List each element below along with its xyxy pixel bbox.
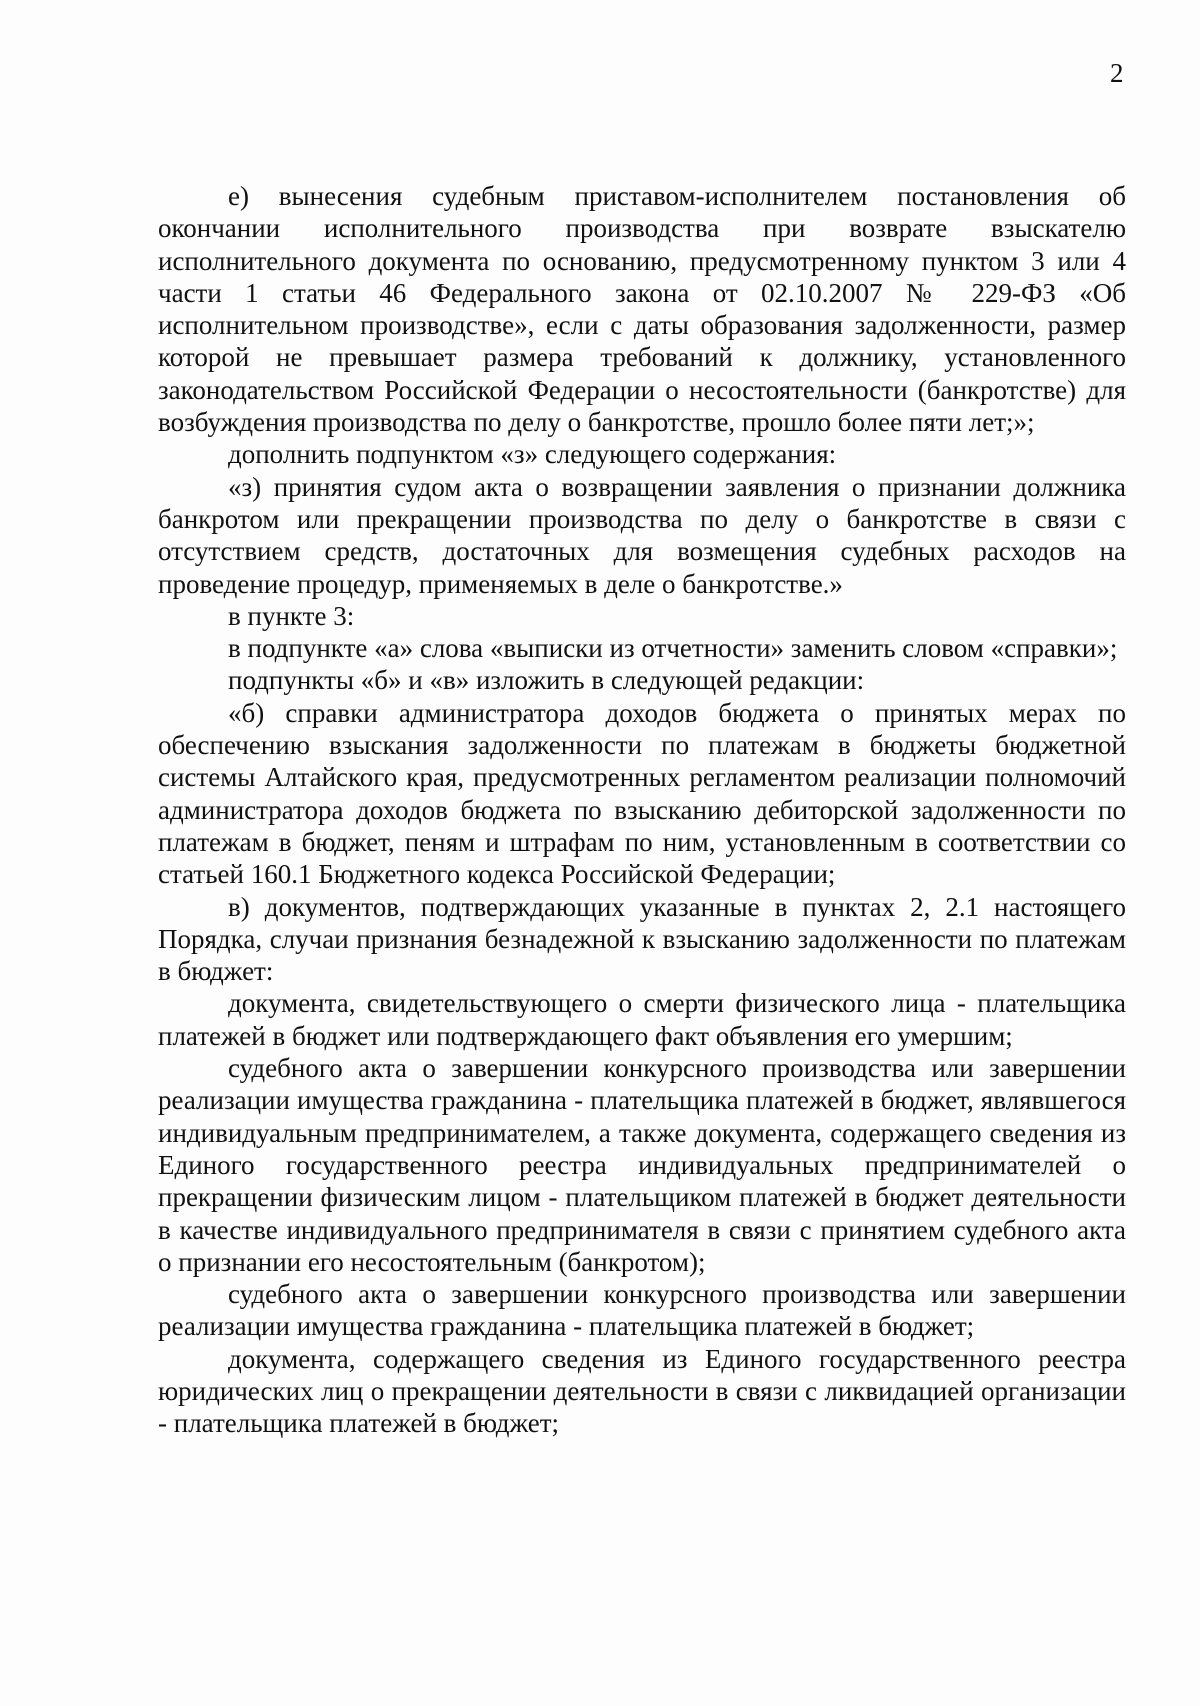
paragraph-legal-entity-liquidation: документа, содержащего сведения из Единого государственного реестра юридических лиц о прекращении деятельности в связи с ликвидацией организации - плательщика платежей в бюджет; — [158, 1343, 1126, 1439]
paragraph-death-document: документа, свидетельствующего о смерти физического лица - плательщика платежей в бюджет или подтверждающего факт объявления его умершим; — [158, 988, 1126, 1051]
paragraph-subitems-b-v: подпункты «б» и «в» изложить в следующей редакции: — [228, 665, 865, 696]
document-body — [158, 180, 1126, 1440]
paragraph-subitem-e: е) вынесения судебным приставом-исполнителем постановления об окончании исполнительного производства при возврате взыскателю исполнительного документа по основанию, предусмотренному пунктом 3 или 4 части 1 статьи 46 Федерального закона от 02.10.2007 № 229-ФЗ «Об исполнительном производстве», если с даты образования задолженности, размер которой не превышает размера требований к должнику, установленного законодательством Российской Федерации о несостоятельности (банкротстве) для возбуждения производства по делу о банкротстве, прошло более пяти лет;»; — [158, 181, 1126, 438]
paragraph-entrepreneur-bankruptcy: судебного акта о завершении конкурсного производства или завершении реализации имущества гражданина - плательщика платежей в бюджет, являвшегося индивидуальным предпринимателем, а также документа, содержащего сведения из Единого государственного реестра индивидуальных предпринимателей о прекращении физическим лицом - плательщиком платежей в бюджет деятельности в качестве индивидуального предпринимателя в связи с принятием судебного акта о признании его несостоятельным (банкротом); — [158, 1053, 1126, 1277]
paragraph-subitem-v: в) документов, подтверждающих указанные в пунктах 2, 2.1 настоящего Порядка, случаи признания безнадежной к взысканию задолженности по платежам в бюджет: — [158, 891, 1126, 987]
paragraph-item-3: в пункте 3: — [228, 600, 355, 631]
paragraph-subitem-a: в подпункте «а» слова «выписки из отчетности» заменить словом «справки»; — [228, 633, 1118, 664]
paragraph-subitem-z: «з) принятия судом акта о возвращении заявления о признании должника банкротом или прекращении производства по делу о банкротстве в связи с отсутствием средств, достаточных для возмещения судебных расходов на проведение процедур, применяемых в деле о банкротстве.» — [158, 471, 1126, 599]
paragraph-add-subitem-z: дополнить подпунктом «з» следующего содержания: — [228, 439, 837, 470]
paragraph-subitem-b: «б) справки администратора доходов бюджета о принятых мерах по обеспечению взыскания задолженности по платежам в бюджеты бюджетной системы Алтайского края, предусмотренных регламентом реализации полномочий администратора доходов бюджета по взысканию дебиторской задолженности по платежам в бюджет, пеням и штрафам по ним, установленным в соответствии со статьей 160.1 Бюджетного кодекса Российской Федерации; — [158, 697, 1126, 890]
paragraph-citizen-bankruptcy: судебного акта о завершении конкурсного производства или завершении реализации имущества гражданина - плательщика платежей в бюджет; — [158, 1279, 1126, 1342]
page-number: 2 — [1110, 58, 1124, 88]
